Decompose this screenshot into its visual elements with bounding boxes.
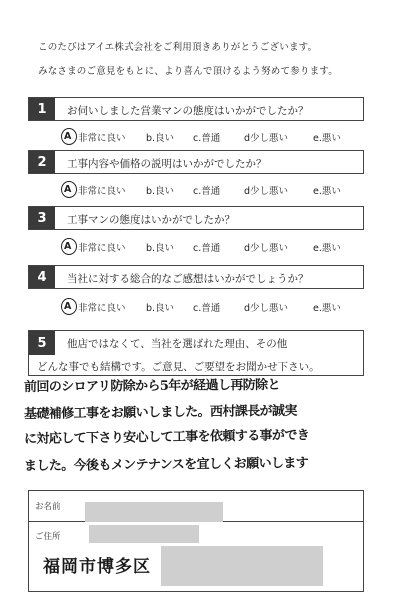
option-b: b.良い: [146, 243, 175, 254]
question-number: 3: [29, 207, 55, 229]
selected-letter: A: [64, 131, 72, 142]
question-number: 1: [29, 98, 55, 120]
option-a: 非常に良い: [78, 186, 126, 197]
name-field: [28, 490, 364, 522]
option-d: d少し悪い: [244, 303, 289, 314]
question-text-line-1: 他店ではなくて、当社を選ばれた理由、その他: [67, 338, 288, 350]
address-field: [28, 522, 364, 592]
option-d: d少し悪い: [244, 186, 289, 197]
question-number: 5: [29, 331, 55, 355]
address-handwritten: 福岡市博多区: [43, 557, 151, 577]
handwritten-answer-line-1: 前回のシロアリ防除から5年が経過し再防除と: [23, 377, 281, 395]
address-label: ご住所: [35, 532, 61, 542]
handwritten-answer-line-4: ました。今後もメンテナンスを宜しくお願いします: [23, 456, 309, 474]
intro-line-2: みなさまのご意見をもとに、より喜んで頂けるよう努めて参ります。: [38, 66, 338, 77]
option-c: c.普通: [193, 243, 221, 254]
question-4: [28, 265, 364, 289]
option-a: 非常に良い: [78, 243, 126, 254]
question-number: 4: [29, 266, 55, 288]
question-text-line-2: どんな事でも結構です。ご意見、ご要望をお聞かせ下さい。: [37, 361, 320, 373]
address-redaction: [161, 546, 323, 586]
option-e: e.悪い: [313, 133, 341, 144]
answer-options-4: [66, 298, 366, 314]
option-d: d少し悪い: [244, 243, 289, 254]
name-label: お名前: [35, 502, 61, 512]
option-e: e.悪い: [313, 303, 341, 314]
selected-letter: A: [64, 301, 72, 312]
question-5: [28, 330, 364, 376]
handwritten-answer-line-3: に対応して下さり安心して工事を依頼する事ができ: [23, 428, 310, 447]
selected-letter: A: [64, 184, 72, 195]
question-1: [28, 97, 364, 121]
question-text: 当社に対する総合的なご感想はいかがでしょうか？: [67, 273, 309, 285]
question-text: 工事内容や価格の説明はいかがでしたか？: [67, 158, 267, 170]
option-e: e.悪い: [313, 186, 341, 197]
option-e: e.悪い: [313, 243, 341, 254]
option-a: 非常に良い: [78, 133, 126, 144]
option-b: b.良い: [146, 133, 175, 144]
option-c: c.普通: [193, 303, 221, 314]
option-a: 非常に良い: [78, 303, 126, 314]
intro-line-1: このたびはアイエ株式会社をご利用頂きありがとうございます。: [38, 42, 318, 53]
question-text: 工事マンの態度はいかがでしたか？: [67, 214, 235, 226]
handwritten-answer-line-2: 基礎補修工事をお願いしました。西村課長が誠実: [23, 403, 297, 422]
question-number: 2: [29, 151, 55, 173]
option-c: c.普通: [193, 133, 221, 144]
name-redaction: [85, 502, 223, 522]
question-2: [28, 150, 364, 174]
option-b: b.良い: [146, 186, 175, 197]
option-b: b.良い: [146, 303, 175, 314]
option-d: d少し悪い: [244, 133, 289, 144]
option-c: c.普通: [193, 186, 221, 197]
address-redaction-top: [89, 525, 199, 543]
answer-options-1: [66, 128, 366, 144]
answer-options-3: [66, 238, 366, 254]
answer-options-2: [66, 181, 366, 197]
question-text: お伺いしました営業マンの態度はいかがでしたか？: [67, 105, 309, 117]
question-3: [28, 206, 364, 230]
selected-letter: A: [64, 241, 72, 252]
